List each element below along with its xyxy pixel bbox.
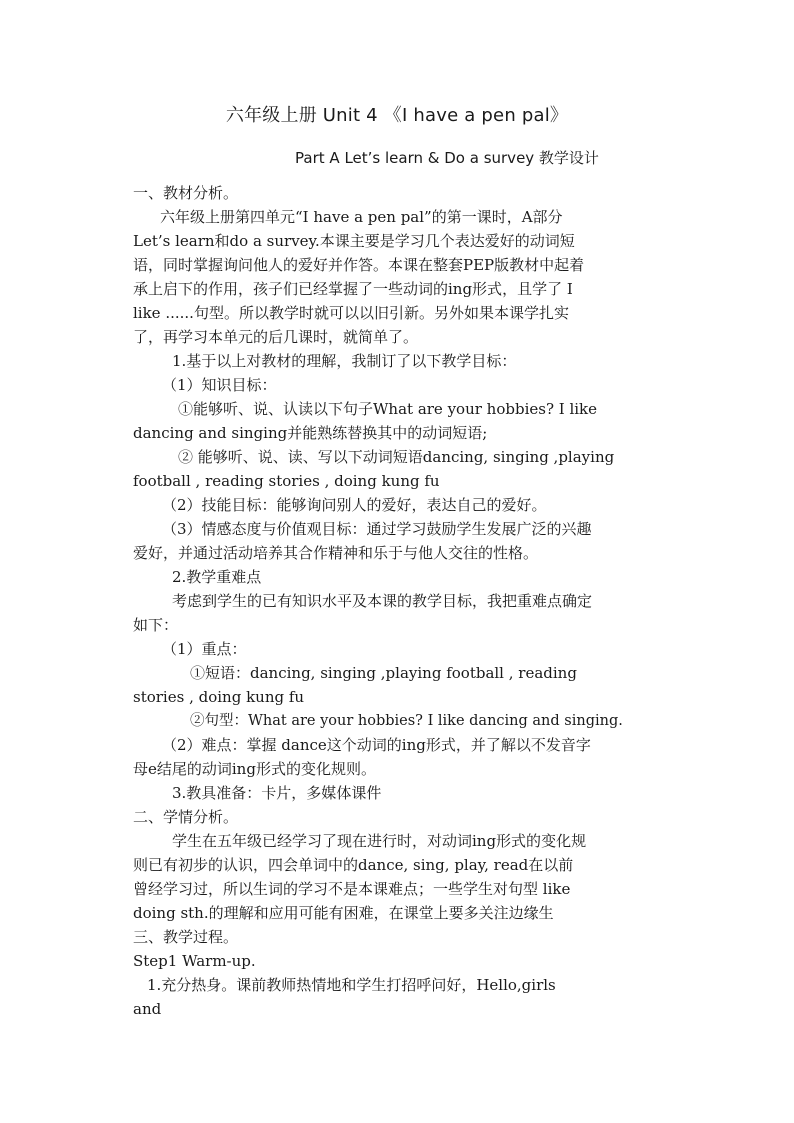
section-heading-student-analysis: 二、学情分析。 [133, 808, 239, 826]
document-title: 六年级上册 Unit 4 《I have a pen pal》 [225, 105, 569, 126]
paragraph-line: ①短语：dancing, singing ,playing football , reading [190, 664, 577, 682]
paragraph-line: 母e结尾的动词ing形式的变化规则。 [133, 760, 376, 778]
paragraph-line: 了，再学习本单元的后几课时，就简单了。 [133, 328, 419, 346]
paragraph-line: 考虑到学生的已有知识水平及本课的教学目标，我把重难点确定 [172, 592, 593, 610]
paragraph-line: （1）重点： [162, 640, 247, 658]
paragraph-line: （3）情感态度与价值观目标：通过学习鼓励学生发展广泛的兴趣 [162, 520, 592, 538]
paragraph-line: dancing and singing并能熟练替换其中的动词短语; [133, 424, 488, 442]
paragraph-line: like ......句型。所以教学时就可以以旧引新。另外如果本课学扎实 [133, 304, 569, 322]
document-subtitle: Part A Let’s learn & Do a survey 教学设计 [295, 149, 599, 167]
section-heading-textbook-analysis: 一、教材分析。 [133, 184, 239, 202]
paragraph-line: football , reading stories , doing kung fu [133, 472, 440, 490]
paragraph-line: stories , doing kung fu [133, 688, 305, 706]
paragraph-line: 如下： [133, 616, 179, 634]
paragraph-line: ①能够听、说、认读以下句子What are your hobbies? I like [178, 400, 598, 418]
paragraph-line: 爱好，并通过活动培养其合作精神和乐于与他人交往的性格。 [133, 544, 539, 562]
paragraph-line: 语，同时掌握询问他人的爱好并作答。本课在整套PEP版教材中起着 [133, 256, 585, 274]
paragraph-line: （1）知识目标： [162, 376, 277, 394]
paragraph-line: ② 能够听、说、读、写以下动词短语dancing, singing ,playing [178, 448, 615, 466]
paragraph-line: 2.教学重难点 [172, 568, 262, 586]
paragraph-line: 学生在五年级已经学习了现在进行时，对动词ing形式的变化规 [172, 832, 587, 850]
paragraph-line: 1.充分热身。课前教师热情地和学生打招呼问好，Hello,girls [147, 976, 556, 994]
section-heading-teaching-process: 三、教学过程。 [133, 928, 239, 946]
paragraph-line: 曾经学习过，所以生词的学习不是本课难点；一些学生对句型 like [133, 880, 571, 898]
paragraph-line: 承上启下的作用，孩子们已经掌握了一些动词的ing形式，且学了 I [133, 280, 573, 298]
paragraph-line: （2）难点：掌握 dance这个动词的ing形式，并了解以不发音字 [162, 736, 591, 754]
step-heading: Step1 Warm-up. [133, 952, 256, 970]
paragraph-line: 六年级上册第四单元“I have a pen pal”的第一课时，A部分 [160, 208, 563, 226]
paragraph-line: 3.教具准备：卡片，多媒体课件 [172, 784, 382, 802]
paragraph-line: （2）技能目标：能够询问别人的爱好，表达自己的爱好。 [162, 496, 547, 514]
paragraph-line: doing sth.的理解和应用可能有困难，在课堂上要多关注边缘生 [133, 904, 554, 922]
paragraph-line: Let’s learn和do a survey.本课主要是学习几个表达爱好的动词短 [133, 232, 575, 250]
paragraph-line: ②句型：What are your hobbies? I like dancing and singing. [190, 713, 623, 729]
paragraph-line: and [133, 1000, 162, 1018]
paragraph-line: 则已有初步的认识，四会单词中的dance, sing, play, read在以前 [133, 856, 574, 874]
paragraph-line: 1.基于以上对教材的理解，我制订了以下教学目标： [172, 352, 517, 370]
